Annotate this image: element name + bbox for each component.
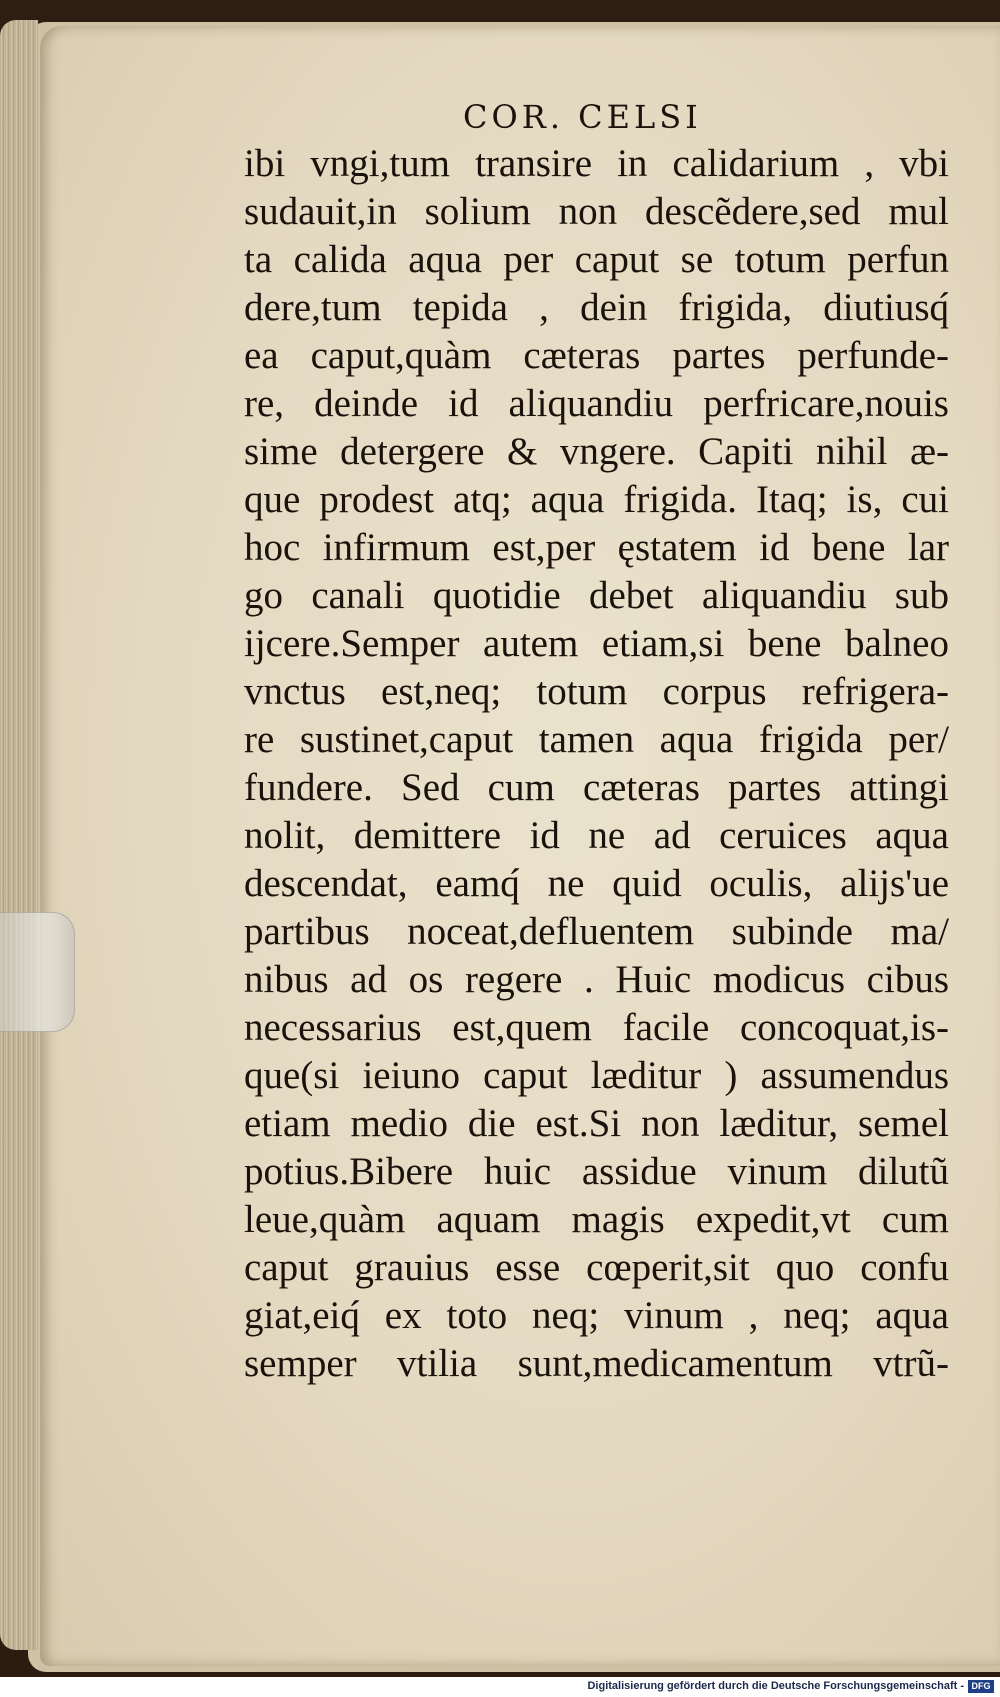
text-line: ijcere.Semper autem etiam,si bene balneo [244, 622, 949, 665]
text-line: dere,tum tepida , dein frigida, diutiusq́ [244, 286, 949, 329]
text-line: nibus ad os regere . Huic modicus cibus [244, 958, 949, 1001]
text-line: re, deinde id aliquandiu perfricare,nouis [244, 382, 949, 425]
text-line: que(si ieiuno caput læditur ) assumendus [244, 1054, 949, 1097]
text-line: semper vtilia sunt,medicamentum vtrũ- [244, 1342, 949, 1385]
text-line: re sustinet,caput tamen aqua frigida per/ [244, 718, 949, 761]
text-line: potius.Bibere huic assidue vinum dilutũ [244, 1150, 949, 1193]
text-line: giat,eiq́ ex toto neq; vinum , neq; aqua [244, 1294, 949, 1337]
digitization-credit: Digitalisierung gefördert durch die Deutsche Forschungsgemeinschaft - [587, 1680, 964, 1692]
page-edges [0, 20, 38, 1650]
text-line: nolit, demittere id ne ad ceruices aqua [244, 814, 949, 857]
text-line: caput grauius esse cœperit,sit quo confu [244, 1246, 949, 1289]
text-line: sudauit,in solium non descẽdere,sed mul [244, 190, 949, 233]
text-line: ea caput,quàm cæteras partes perfunde- [244, 334, 949, 377]
text-line: vnctus est,neq; totum corpus refrigera- [244, 670, 949, 713]
text-line: descendat, eamq́ ne quid oculis, alijs'ue [244, 862, 949, 905]
text-line: go canali quotidie debet aliquandiu sub [244, 574, 949, 617]
dfg-logo: DFG [968, 1680, 994, 1693]
body-text [244, 140, 949, 1388]
text-line: etiam medio die est.Si non læditur, semel [244, 1102, 949, 1145]
text-line: fundere. Sed cum cæteras partes attingi [244, 766, 949, 809]
text-line: ibi vngi,tum transire in calidarium , vbi [244, 142, 949, 185]
text-line: sime detergere & vngere. Capiti nihil æ- [244, 430, 949, 473]
text-line: ta calida aqua per caput se totum perfun [244, 238, 949, 281]
running-head: COR. CELSI [463, 98, 702, 136]
page-clip [0, 912, 75, 1032]
text-line: hoc infirmum est,per ęstatem id bene lar [244, 526, 949, 569]
text-line: que prodest atq; aqua frigida. Itaq; is, cui [244, 478, 949, 521]
text-line: necessarius est,quem facile concoquat,is- [244, 1006, 949, 1049]
text-line: leue,quàm aquam magis expedit,vt cum [244, 1198, 949, 1241]
text-line: partibus noceat,defluentem subinde ma/ [244, 910, 949, 953]
